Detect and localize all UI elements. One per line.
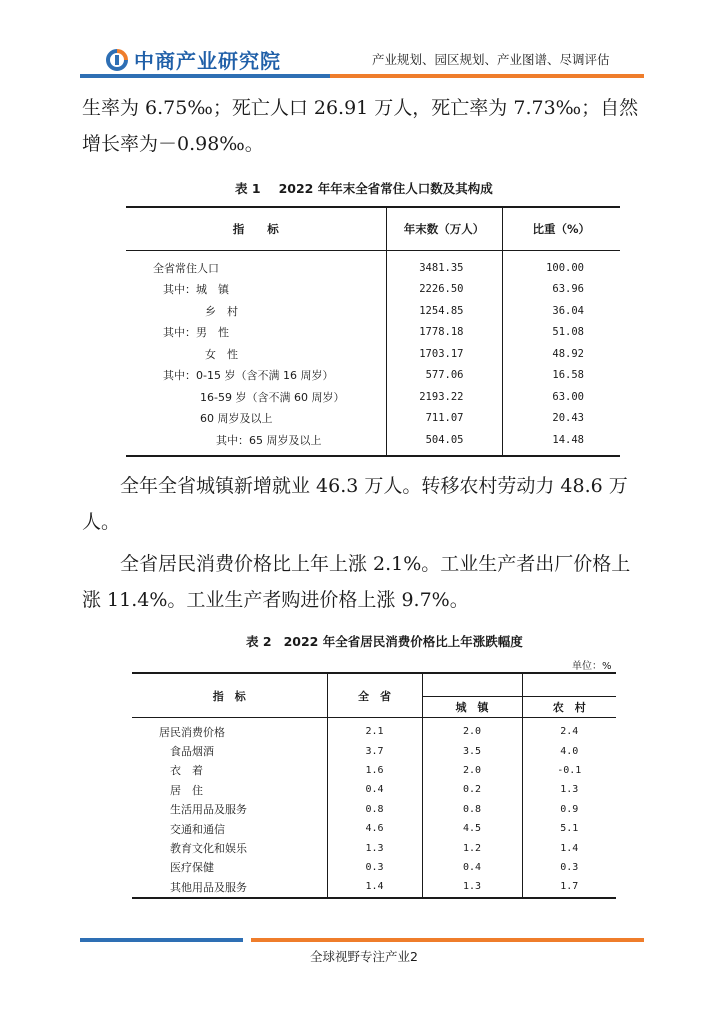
table-row [132,741,616,760]
row-urban: 2.0 [422,718,522,742]
header-divider-blue [80,74,330,78]
row-total: 0.3 [327,858,422,877]
table1-caption-no: 表 1 [235,181,261,196]
header-indicator: 指 标 [126,207,386,251]
row-urban: 4.5 [422,819,522,838]
row-rural: 0.3 [522,858,616,877]
footer-divider-blue [80,938,243,942]
row-label: 其他用品及服务 [170,880,247,894]
header-divider-orange [330,74,644,78]
row-urban: 0.4 [422,858,522,877]
row-rural: 5.1 [522,819,616,838]
row-value: 504.05 [386,429,502,456]
row-label: 居 住 [170,783,203,797]
row-label: 其中：城 镇 [163,283,229,297]
header-rural: 农 村 [522,697,616,718]
table-row [126,251,620,279]
table-row [132,800,616,819]
table-row [126,343,620,365]
row-label: 食品烟酒 [170,745,214,759]
row-label: 60 周岁及以上 [200,412,273,426]
footer-divider-orange [251,938,644,942]
row-share: 63.96 [502,279,620,301]
table-row [132,761,616,780]
row-label: 教育文化和娱乐 [170,842,247,856]
row-label: 医疗保健 [170,861,214,875]
table2-caption-title: 2022 年全省居民消费价格比上年涨跌幅度 [283,634,523,649]
row-label: 全省常住人口 [153,261,219,275]
row-label: 居民消费价格 [159,725,225,739]
row-rural: 2.4 [522,718,616,742]
cpi-table [132,672,616,899]
row-label: 其中：男 性 [163,326,229,340]
row-rural: -0.1 [522,761,616,780]
row-value: 3481.35 [386,251,502,279]
row-label: 衣 着 [170,764,203,778]
table1-caption-title: 2022 年年末全省常住人口数及其构成 [278,181,493,196]
header-urban: 城 镇 [422,697,522,718]
row-share: 36.04 [502,300,620,322]
row-label: 生活用品及服务 [170,803,247,817]
row-share: 63.00 [502,386,620,408]
logo-text: 中商产业研究院 [134,49,281,73]
row-label: 乡 村 [205,304,238,318]
table-row [132,819,616,838]
table2-caption [246,632,523,650]
row-total: 1.6 [327,761,422,780]
row-value: 2226.50 [386,279,502,301]
row-urban: 3.5 [422,741,522,760]
row-share: 20.43 [502,408,620,430]
row-total: 1.4 [327,877,422,897]
row-total: 1.3 [327,838,422,857]
row-total: 0.4 [327,780,422,799]
header-tagline: 产业规划、园区规划、产业图谱、尽调评估 [372,52,610,67]
header-province: 全 省 [327,673,422,718]
employment-paragraph: 全年全省城镇新增就业 46.3 万人。转移农村劳动力 48.6 万人。 [82,475,628,533]
table1-caption [235,179,493,197]
row-share: 14.48 [502,429,620,456]
row-urban: 1.2 [422,838,522,857]
row-value: 1254.85 [386,300,502,322]
row-label: 交通和通信 [170,822,225,836]
row-rural: 0.9 [522,800,616,819]
logo-icon [106,49,128,71]
row-value: 1703.17 [386,343,502,365]
table2-caption-no: 表 2 [246,634,272,649]
header-year-end-count: 年末数（万人） [386,207,502,251]
row-urban: 1.3 [422,877,522,897]
table-row [132,718,616,742]
row-total: 4.6 [327,819,422,838]
row-urban: 2.0 [422,761,522,780]
table-row [126,322,620,344]
row-total: 2.1 [327,718,422,742]
row-total: 0.8 [327,800,422,819]
page-header [0,0,724,80]
row-value: 711.07 [386,408,502,430]
row-total: 3.7 [327,741,422,760]
table-row [132,780,616,799]
header-indicator: 指 标 [132,673,327,718]
row-urban: 0.2 [422,780,522,799]
table-row [132,877,616,897]
row-share: 100.00 [502,251,620,279]
birth-death-paragraph: 生率为 6.75‰；死亡人口 26.91 万人，死亡率为 7.73‰；自然增长率为－0.98‰。 [82,97,639,155]
table-row [126,429,620,456]
table-row [132,838,616,857]
row-rural: 1.7 [522,877,616,897]
row-label: 其中：65 周岁及以上 [216,433,322,447]
row-rural: 1.3 [522,780,616,799]
row-value: 2193.22 [386,386,502,408]
row-share: 16.58 [502,365,620,387]
table-row [126,300,620,322]
table2-unit: 单位：% [572,661,612,672]
table-row [132,858,616,877]
row-label: 16-59 岁（含不满 60 周岁） [200,390,345,404]
table-row [126,408,620,430]
row-label: 其中：0-15 岁（含不满 16 周岁） [163,369,334,383]
population-table [126,206,620,457]
row-value: 1778.18 [386,322,502,344]
row-share: 51.08 [502,322,620,344]
row-label: 女 性 [205,347,238,361]
company-logo [106,45,281,74]
header-share: 比重（%） [502,207,620,251]
footer-text: 全球视野专注产业2 [310,949,418,964]
table-row [126,365,620,387]
price-paragraph: 全省居民消费价格比上年上涨 2.1%。工业生产者出厂价格上涨 11.4%。工业生产者购进价格上涨 9.7%。 [82,553,631,611]
row-urban: 0.8 [422,800,522,819]
table-row [126,386,620,408]
row-value: 577.06 [386,365,502,387]
row-rural: 1.4 [522,838,616,857]
row-share: 48.92 [502,343,620,365]
row-rural: 4.0 [522,741,616,760]
table-row [126,279,620,301]
